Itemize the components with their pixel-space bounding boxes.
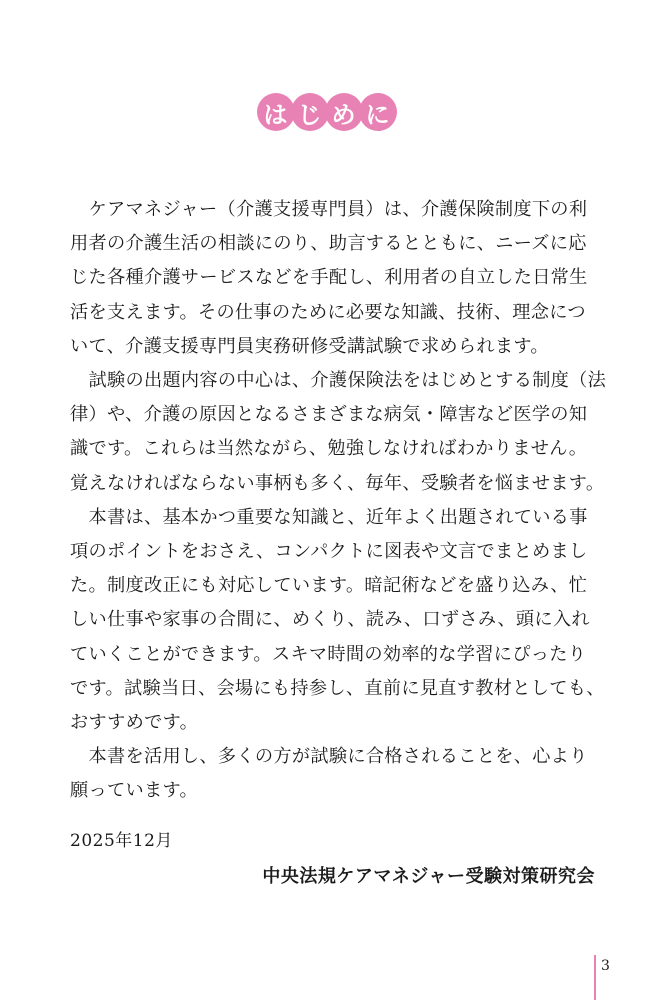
body-line: しい仕事や家事の合間に、めくり、読み、口ずさみ、頭に入れ: [70, 609, 590, 631]
body-line: 用者の介護生活の相談にのり、助言するとともに、ニーズに応: [70, 233, 587, 255]
body-line: ケアマネジャー（介護支援専門員）は、介護保険制度下の利: [70, 199, 588, 220]
title-char: め: [325, 93, 363, 131]
body-line: 覚えなければならない事柄も多く、毎年、受験者を悩ませます。: [70, 472, 605, 494]
title-char: じ: [291, 93, 329, 131]
body-line: じた各種介護サービスなどを手配し、利用者の自立した日常生: [70, 267, 588, 289]
page-title: [0, 93, 653, 131]
body-line: ていくことができます。スキマ時間の効率的な学習にぴったり: [70, 643, 587, 665]
publication-date: 2025年12月: [70, 831, 173, 851]
page-number-rule: [594, 955, 596, 1000]
body-line: 本書を活用し、多くの方が試験に合格されることを、心より: [70, 746, 588, 768]
body-line: です。試験当日、会場にも持参し、直前に見直す教材としても、: [70, 677, 605, 699]
preface-body: [70, 193, 610, 809]
title-char: に: [359, 93, 397, 131]
body-line: 活を支えます。その仕事のために必要な知識、技術、理念につ: [70, 301, 586, 323]
body-line: 識です。これらは当然ながら、勉強しなければわかりません。: [70, 438, 588, 460]
page-number: 3: [601, 958, 610, 974]
body-line: 願っています。: [70, 780, 198, 802]
author-organization: 中央法規ケアマネジャー受験対策研究会: [262, 866, 595, 887]
body-line: 項のポイントをおさえ、コンパクトに図表や文言でまとめまし: [70, 541, 588, 563]
body-line: 律）や、介護の原因となるさまざまな病気・障害など医学の知: [70, 404, 588, 426]
body-line: おすすめです。: [70, 712, 199, 734]
body-line: 本書は、基本かつ重要な知識と、近年よく出題されている事: [70, 506, 588, 528]
title-char: は: [257, 93, 295, 131]
body-line: いて、介護支援専門員実務研修受講試験で求められます。: [70, 335, 549, 357]
body-line: た。制度改正にも対応しています。暗記術などを盛り込み、忙: [70, 575, 588, 597]
body-line: 試験の出題内容の中心は、介護保険法をはじめとする制度（法: [70, 370, 607, 392]
